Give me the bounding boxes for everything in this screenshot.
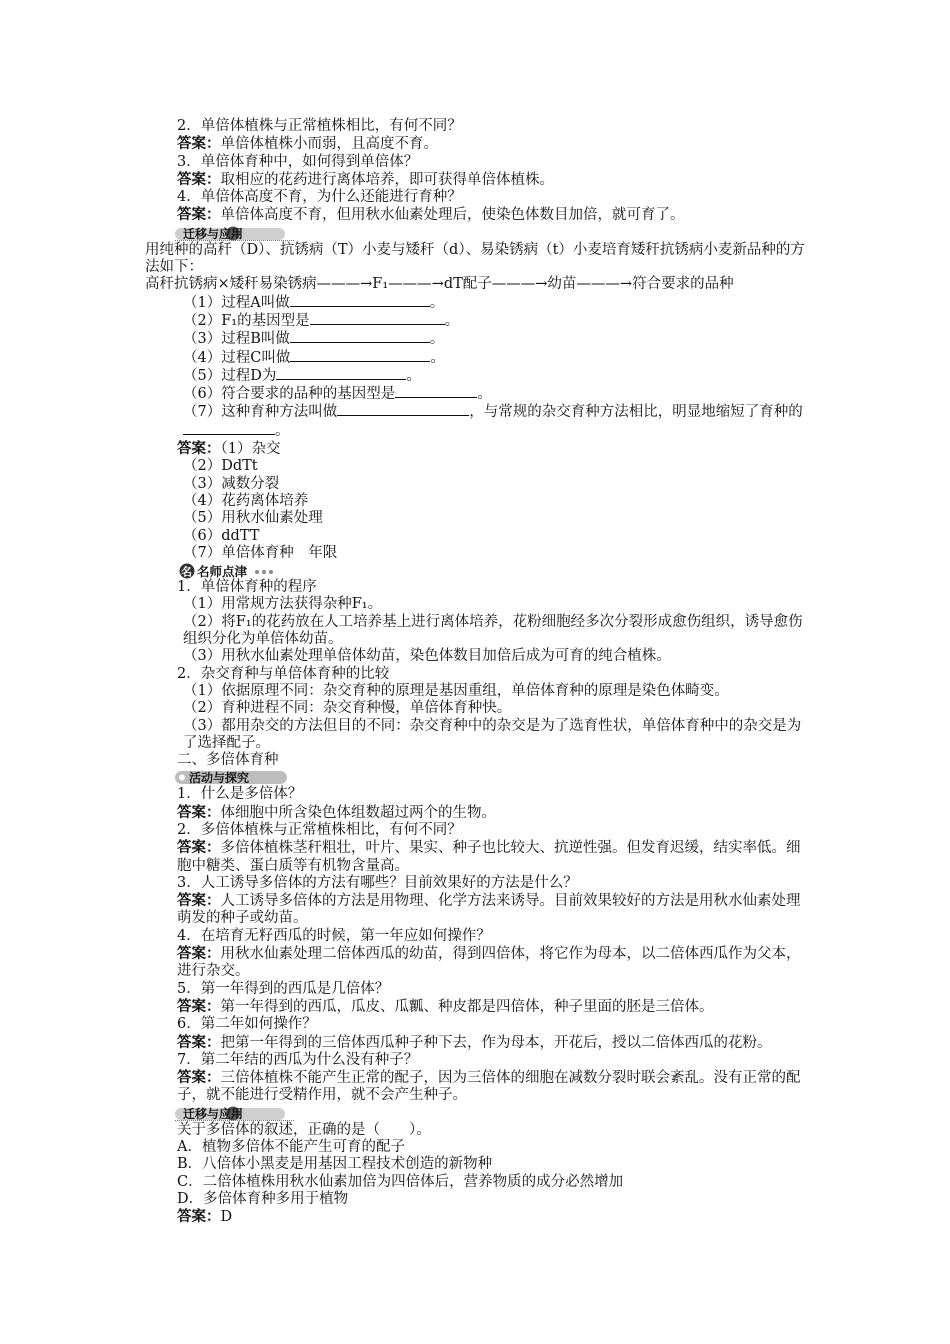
answer-label: 答案：	[177, 135, 221, 153]
answer-label: 答案：	[177, 206, 221, 224]
mc-option-d[interactable]: D．多倍体育种多用于植物	[177, 1190, 349, 1207]
blank-text: （2）F₁的基因型是	[183, 312, 310, 329]
answer-text: 第一年得到的西瓜，瓜皮、瓜瓤、种皮都是四倍体，种子里面的胚是三倍体。	[220, 998, 714, 1015]
answer-text: 三倍体植株不能产生正常的配子，因为三倍体的细胞在减数分裂时联会紊乱。没有正常的配子，就不能进行受精作用，就不会产生种子。	[177, 1070, 801, 1104]
blank-text: （6）符合要求的品种的基因型是	[183, 386, 396, 403]
fill-line[interactable]	[395, 385, 477, 398]
answer-4	[145, 206, 810, 224]
fill-line[interactable]	[183, 422, 275, 435]
answer-text: （1）杂交	[220, 441, 281, 458]
exercise-answer-5: （5）用秋水仙素处理	[183, 510, 323, 527]
teacher-point-1a: （1）用常规方法获得杂种F₁。	[183, 596, 383, 613]
heading-polyploid: 二、多倍体育种	[177, 752, 279, 769]
answer-3	[145, 171, 810, 189]
teacher-point-1b: （2）将F₁的花药放在人工培养基上进行离体培养，花粉细胞经多次分裂形成愈伤组织，诱导愈伤组织分化为单倍体幼苗。	[183, 613, 803, 648]
answer-text: 多倍体植株茎秆粗壮，叶片、果实、种子也比较大、抗逆性强。但发育迟缓，结实率低。细胞中糖类、蛋白质等有机物含量高。	[177, 840, 801, 874]
p2-answer-1	[145, 804, 810, 822]
exercise-answer-2: （2）DdTt	[183, 458, 258, 475]
document-page	[145, 118, 810, 1227]
answer-label: 答案：	[177, 997, 221, 1015]
p2-question-7: 7．第二年结的西瓜为什么没有种子？	[177, 1051, 419, 1068]
section-banner-teacher	[175, 563, 810, 578]
section-banner-explore	[175, 770, 810, 785]
teacher-point-2b: （2）育种进程不同：杂交育种慢，单倍体育种快。	[183, 700, 512, 717]
blank-end: 。	[477, 386, 492, 403]
p2-question-6: 6．第二年如何操作？	[177, 1016, 317, 1033]
p2-question-2: 2．多倍体植株与正常植株相比，有何不同？	[177, 821, 462, 838]
section-label: 名师点津	[197, 564, 248, 580]
p2-answer-6	[145, 1034, 810, 1052]
answer-text: 取相应的花药进行离体培养，即可获得单倍体植株。	[220, 171, 554, 188]
mc-option-c[interactable]: C．二倍体植株用秋水仙素加倍为四倍体后，营养物质的成分必然增加	[177, 1173, 624, 1190]
answer-text: 用秋水仙素处理二倍体西瓜的幼苗，得到四倍体，将它作为母本，以二倍体西瓜作为父本，进行杂交。	[177, 946, 801, 980]
exercise-flow: 高秆抗锈病×矮秆易染锈病———→F₁———→dT配子———→幼苗———→符合要求的品种	[145, 276, 734, 293]
blank-5	[145, 367, 810, 385]
exercise-answer-7: （7）单倍体育种 年限	[183, 544, 338, 561]
p2-answer-3	[145, 892, 810, 928]
blank-text: （7）这种育种方法叫做	[183, 404, 338, 421]
mc-option-b[interactable]: B．八倍体小黑麦是用基因工程技术创造的新物种	[177, 1156, 493, 1173]
p2-answer-2	[145, 839, 810, 875]
fill-line[interactable]	[290, 294, 430, 307]
fill-line[interactable]	[276, 367, 406, 380]
answer-label: 答案：	[177, 1208, 221, 1226]
blank-2	[145, 312, 810, 330]
blank-end: 。	[429, 331, 445, 348]
blank-text: ，与常规的杂交育种方法相比，明显地缩短了育种的	[469, 404, 803, 421]
blank-7	[145, 403, 810, 440]
answer-label: 答案：	[177, 803, 221, 821]
section-label: 迁移与应用	[183, 1106, 244, 1121]
exercise-answer-4: （4）花药离体培养	[183, 492, 309, 509]
section-banner-apply	[175, 226, 810, 241]
teacher-point-2c: （3）都用杂交的方法但目的不同：杂交育种中的杂交是为了选育性状，单倍体育种中的杂交是为了选择配子。	[183, 717, 802, 751]
mc-answer	[145, 1208, 810, 1226]
answer-text: 体细胞中所含染色体组数超过两个的生物。	[220, 804, 496, 821]
answer-label: 答案：	[177, 170, 221, 188]
teacher-point-2: 2．杂交育种与单倍体育种的比较	[177, 665, 390, 682]
blank-text: （5）过程D为	[183, 367, 277, 384]
question-3: 3．单倍体育种中，如何得到单倍体？	[177, 153, 419, 170]
teacher-point-1: 1．单倍体育种的程序	[177, 579, 317, 596]
question-2: 2．单倍体植株与正常植株相比，有何不同？	[177, 118, 462, 134]
fill-line[interactable]	[337, 403, 469, 416]
section-label: 迁移与应用	[183, 226, 244, 241]
exercise-answer-1	[145, 440, 810, 458]
p2-question-4: 4．在培育无籽西瓜的时候，第一年应如何操作？	[177, 927, 491, 944]
exercise-intro: 用纯种的高秆（D）、抗锈病（T）小麦与矮秆（d）、易染锈病（t）小麦培育矮秆抗锈病小麦新品种的方法如下：	[145, 241, 805, 276]
answer-label: 答案：	[177, 1033, 221, 1051]
mc-question-stem: 关于多倍体的叙述，正确的是（ ）。	[177, 1121, 431, 1138]
answer-label: 答案：	[177, 892, 221, 910]
answer-label: 答案：	[177, 839, 221, 857]
blank-1	[145, 294, 810, 312]
answer-text: D	[220, 1209, 233, 1226]
p2-answer-5	[145, 998, 810, 1016]
p2-answer-4	[145, 945, 810, 981]
section-label: 活动与探究	[189, 771, 250, 786]
blank-end: 。	[429, 294, 445, 311]
section-banner-apply-2	[175, 1106, 810, 1121]
p2-question-5: 5．第一年得到的西瓜是几倍体？	[177, 980, 390, 997]
answer-text: 把第一年得到的三倍体西瓜种子种下去，作为母本，开花后，授以二倍体西瓜的花粉。	[220, 1034, 772, 1051]
blank-4	[145, 349, 810, 367]
answer-label: 答案：	[177, 945, 221, 963]
answer-label: 答案：	[177, 440, 221, 458]
answer-text: 单倍体高度不育，但用秋水仙素处理后，使染色体数目加倍，就可育了。	[220, 207, 685, 224]
p2-answer-7	[145, 1069, 810, 1105]
exercise-answer-3: （3）减数分裂	[183, 475, 280, 492]
fill-line[interactable]	[290, 349, 430, 362]
fill-line[interactable]	[310, 312, 445, 325]
question-4: 4．单倍体高度不育，为什么还能进行育种？	[177, 189, 462, 206]
fill-line[interactable]	[290, 330, 430, 343]
p2-question-1: 1．什么是多倍体？	[177, 786, 303, 803]
blank-end: 。	[444, 312, 460, 329]
svg-text:名: 名	[181, 565, 192, 579]
blank-end: 。	[430, 349, 445, 366]
answer-2	[145, 135, 810, 153]
answer-text: 人工诱导多倍体的方法是用物理、化学方法来诱导。目前效果较好的方法是用秋水仙素处理萌发的种子或幼苗。	[177, 893, 801, 927]
p2-question-3: 3．人工诱导多倍体的方法有哪些？目前效果好的方法是什么？	[177, 874, 578, 891]
teacher-point-2a: （1）依据原理不同：杂交育种的原理是基因重组，单倍体育种的原理是染色体畸变。	[183, 682, 729, 699]
blank-3	[145, 330, 810, 348]
blank-text: （3）过程B叫做	[183, 331, 290, 348]
answer-text: 单倍体植株小而弱，且高度不育。	[220, 136, 438, 153]
teacher-point-1c: （3）用秋水仙素处理单倍体幼苗，染色体数目加倍后成为可育的纯合植株。	[183, 648, 671, 665]
exercise-answer-6: （6）ddTT	[183, 527, 260, 544]
blank-text: （1）过程A叫做	[183, 294, 290, 311]
blank-text: （4）过程C叫做	[183, 349, 291, 366]
mc-option-a[interactable]: A．植物多倍体不能产生可育的配子	[177, 1139, 405, 1156]
blank-end: 。	[275, 422, 290, 439]
answer-label: 答案：	[177, 1069, 221, 1087]
blank-end: 。	[406, 367, 421, 384]
blank-6	[145, 385, 810, 403]
